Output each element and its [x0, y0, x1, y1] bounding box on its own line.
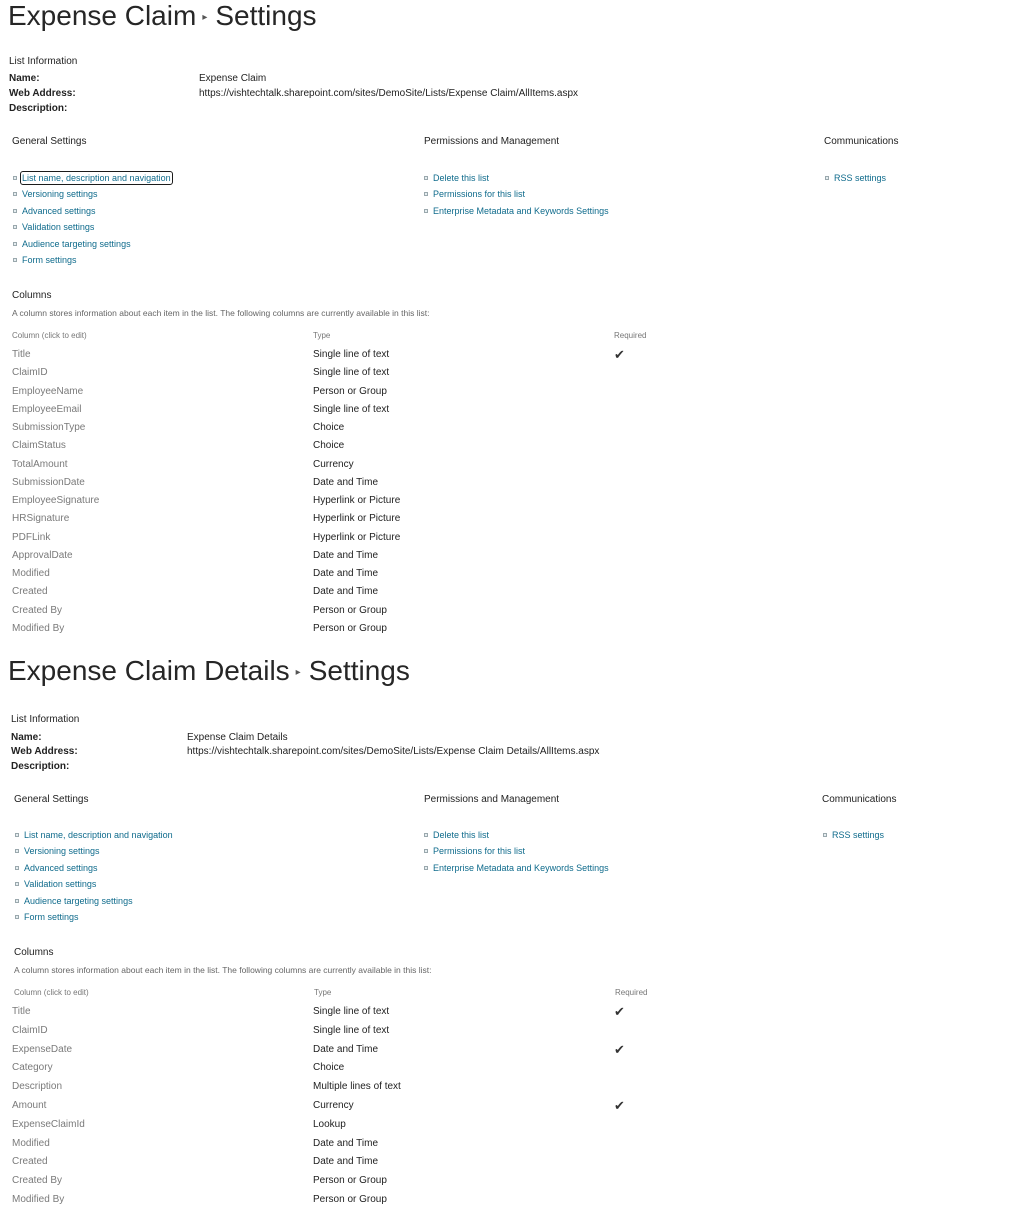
column-name-link[interactable]: Description	[12, 1081, 63, 1093]
bullet-icon	[13, 192, 17, 196]
column-type: Date and Time	[313, 476, 379, 488]
column-type: Date and Time	[313, 1137, 379, 1149]
column-type: Person or Group	[313, 385, 387, 397]
bullet-icon	[825, 176, 829, 180]
column-type: Person or Group	[313, 1175, 387, 1187]
column-name-link[interactable]: Modified By	[12, 622, 65, 634]
column-name-link[interactable]: EmployeeSignature	[12, 495, 100, 506]
table-row	[0, 550, 1024, 568]
column-header-type: Type	[314, 988, 332, 997]
web-address-label: Web Address:	[11, 746, 78, 757]
name-value: Expense Claim Details	[187, 732, 288, 743]
page-title	[8, 655, 410, 689]
table-row	[0, 1041, 1024, 1062]
column-name-link[interactable]: ClaimID	[12, 1024, 48, 1036]
description-label: Description:	[11, 761, 70, 772]
column-header-required: Required	[614, 331, 647, 340]
bullet-icon	[424, 192, 428, 196]
column-type: Lookup	[313, 1118, 346, 1130]
column-type: Date and Time	[313, 1156, 379, 1168]
link-validation-settings[interactable]: Validation settings	[13, 221, 94, 233]
column-name-link[interactable]: Modified	[12, 1137, 50, 1149]
column-name-link[interactable]: Modified	[12, 568, 50, 579]
bullet-icon	[424, 833, 428, 837]
bullet-icon	[424, 866, 428, 870]
communications-heading: Communications	[822, 794, 897, 805]
communications-heading: Communications	[824, 136, 899, 147]
column-name-link[interactable]: Created By	[12, 1175, 63, 1187]
column-header-name: Column (click to edit)	[12, 331, 87, 340]
column-name-link[interactable]: Created	[12, 1156, 48, 1168]
columns-description: A column stores information about each item in the list. The following columns are currently available in this list:	[14, 965, 432, 975]
page-title	[8, 0, 317, 34]
bullet-icon	[15, 833, 19, 837]
table-row	[0, 349, 1024, 367]
columns-description: A column stores information about each item in the list. The following columns are currently available in this list:	[12, 308, 430, 318]
table-row	[0, 422, 1024, 440]
table-row	[0, 1006, 1024, 1024]
table-row	[0, 1081, 1024, 1099]
column-name-link[interactable]: Created	[12, 586, 48, 598]
columns-heading: Columns	[14, 947, 54, 958]
column-header-required: Required	[615, 988, 648, 997]
name-value: Expense Claim	[199, 73, 267, 84]
settings-title: Settings	[308, 655, 410, 686]
column-name-link[interactable]: Modified By	[12, 1194, 65, 1205]
table-row	[0, 1062, 1024, 1080]
link-audience-targeting-settings[interactable]: Audience targeting settings	[15, 895, 133, 907]
column-name-link[interactable]: Category	[12, 1062, 53, 1074]
table-row	[0, 1194, 1024, 1212]
table-row	[0, 386, 1024, 404]
link-versioning-settings[interactable]: Versioning settings	[13, 188, 98, 200]
bullet-icon	[13, 176, 17, 180]
bullet-icon	[15, 866, 19, 870]
column-type: Choice	[313, 422, 345, 433]
column-name-link[interactable]: Title	[12, 349, 31, 360]
bullet-icon	[424, 849, 428, 853]
table-row	[0, 1119, 1024, 1137]
general-settings-heading: General Settings	[14, 794, 89, 805]
link-versioning-settings[interactable]: Versioning settings	[15, 845, 100, 857]
column-type: Choice	[313, 1062, 345, 1074]
table-row	[0, 568, 1024, 586]
table-row	[0, 513, 1024, 531]
bullet-icon	[13, 209, 17, 213]
required-check-icon: ✔	[614, 1004, 625, 1019]
list-title[interactable]: Expense Claim Details	[8, 655, 290, 686]
link-delete-this-list[interactable]: Delete this list	[424, 829, 489, 841]
web-address-value: https://vishtechtalk.sharepoint.com/sites/DemoSite/Lists/Expense Claim Details/AllItems.aspx	[187, 746, 600, 757]
list-title[interactable]: Expense Claim	[8, 0, 197, 31]
link-audience-targeting-settings[interactable]: Audience targeting settings	[13, 238, 131, 250]
table-row	[0, 605, 1024, 623]
list-information-heading: List Information	[11, 714, 80, 725]
column-type: Date and Time	[313, 1043, 379, 1055]
table-row	[0, 1156, 1024, 1174]
required-check-icon: ✔	[614, 1098, 625, 1113]
link-advanced-settings[interactable]: Advanced settings	[13, 205, 96, 217]
column-type: Person or Group	[313, 622, 387, 634]
column-name-link[interactable]: Amount	[12, 1100, 47, 1111]
column-type: Choice	[313, 440, 345, 452]
table-row	[0, 440, 1024, 458]
link-delete-this-list[interactable]: Delete this list	[424, 172, 489, 184]
required-check-icon: ✔	[614, 347, 625, 362]
column-name-link[interactable]: ExpenseDate	[12, 1043, 73, 1055]
column-type: Single line of text	[313, 1006, 390, 1017]
link-rss-settings[interactable]: RSS settings	[823, 829, 884, 841]
column-type: Date and Time	[313, 586, 379, 598]
column-name-link[interactable]: SubmissionType	[12, 422, 86, 433]
name-label: Name:	[11, 732, 42, 743]
table-row	[0, 623, 1024, 641]
column-type: Hyperlink or Picture	[313, 513, 401, 525]
table-row	[0, 1025, 1024, 1043]
description-label: Description:	[9, 103, 68, 114]
column-type: Hyperlink or Picture	[313, 495, 401, 506]
column-header-type: Type	[313, 331, 331, 340]
table-row	[0, 1175, 1024, 1193]
column-type: Single line of text	[313, 1024, 390, 1036]
table-row	[0, 367, 1024, 385]
table-row	[0, 495, 1024, 513]
link-rss-settings[interactable]: RSS settings	[825, 172, 886, 184]
column-header-name: Column (click to edit)	[14, 988, 89, 997]
bullet-icon	[424, 209, 428, 213]
column-name-link[interactable]: ClaimStatus	[12, 440, 66, 452]
link-form-settings[interactable]: Form settings	[13, 254, 77, 266]
bullet-icon	[15, 882, 19, 886]
link-form-settings[interactable]: Form settings	[15, 911, 79, 923]
column-type: Date and Time	[313, 568, 379, 579]
column-type: Single line of text	[313, 403, 390, 415]
table-row	[0, 404, 1024, 422]
table-row	[0, 532, 1024, 550]
column-name-link[interactable]: HRSignature	[12, 513, 70, 525]
list-settings-section-expense-claim-details	[0, 655, 1024, 1219]
settings-title: Settings	[215, 0, 317, 31]
column-type: Single line of text	[313, 349, 390, 360]
column-name-link[interactable]: ExpenseClaimId	[12, 1118, 85, 1130]
table-row	[0, 477, 1024, 495]
link-list-name-description-navigation[interactable]: List name, description and navigation	[13, 172, 171, 184]
table-row	[0, 586, 1024, 604]
general-settings-heading: General Settings	[12, 136, 87, 147]
link-permissions-for-this-list[interactable]: Permissions for this list	[424, 845, 525, 857]
link-validation-settings[interactable]: Validation settings	[15, 878, 96, 890]
column-name-link[interactable]: ApprovalDate	[12, 549, 73, 561]
column-name-link[interactable]: Title	[12, 1006, 31, 1017]
link-enterprise-metadata-keywords[interactable]: Enterprise Metadata and Keywords Settings	[424, 862, 609, 874]
link-list-name-description-navigation[interactable]: List name, description and navigation	[15, 829, 173, 841]
bullet-icon	[13, 258, 17, 262]
column-name-link[interactable]: ClaimID	[12, 367, 48, 379]
column-name-link[interactable]: TotalAmount	[12, 458, 68, 470]
column-name-link[interactable]: SubmissionDate	[12, 476, 85, 488]
table-row	[0, 459, 1024, 477]
column-type: Person or Group	[313, 1194, 387, 1205]
bullet-icon	[13, 242, 17, 246]
column-type: Date and Time	[313, 549, 379, 561]
column-type: Single line of text	[313, 367, 390, 379]
web-address-label: Web Address:	[9, 88, 76, 99]
column-type: Hyperlink or Picture	[313, 531, 401, 543]
link-advanced-settings[interactable]: Advanced settings	[15, 862, 98, 874]
column-name-link[interactable]: Created By	[12, 604, 63, 616]
web-address-value: https://vishtechtalk.sharepoint.com/sites/DemoSite/Lists/Expense Claim/AllItems.aspx	[199, 88, 579, 99]
bullet-icon	[15, 915, 19, 919]
table-row	[0, 1138, 1024, 1156]
column-type: Person or Group	[313, 604, 387, 616]
breadcrumb-separator-icon: ▸	[202, 11, 208, 23]
column-type: Multiple lines of text	[313, 1081, 401, 1093]
bullet-icon	[823, 833, 827, 837]
list-information-heading: List Information	[9, 56, 78, 67]
permissions-heading: Permissions and Management	[424, 136, 560, 147]
link-permissions-for-this-list[interactable]: Permissions for this list	[424, 188, 525, 200]
columns-heading: Columns	[12, 290, 52, 301]
breadcrumb-separator-icon: ▸	[295, 666, 301, 678]
column-type: Currency	[313, 1100, 354, 1111]
bullet-icon	[424, 176, 428, 180]
bullet-icon	[15, 849, 19, 853]
bullet-icon	[15, 899, 19, 903]
name-label: Name:	[9, 73, 40, 84]
column-name-link[interactable]: EmployeeName	[12, 385, 84, 397]
link-enterprise-metadata-keywords[interactable]: Enterprise Metadata and Keywords Settings	[424, 205, 609, 217]
column-name-link[interactable]: EmployeeEmail	[12, 403, 82, 415]
permissions-heading: Permissions and Management	[424, 794, 560, 805]
required-check-icon: ✔	[614, 1041, 625, 1057]
column-name-link[interactable]: PDFLink	[12, 531, 51, 543]
table-row	[0, 1100, 1024, 1118]
column-type: Currency	[313, 458, 354, 470]
bullet-icon	[13, 225, 17, 229]
